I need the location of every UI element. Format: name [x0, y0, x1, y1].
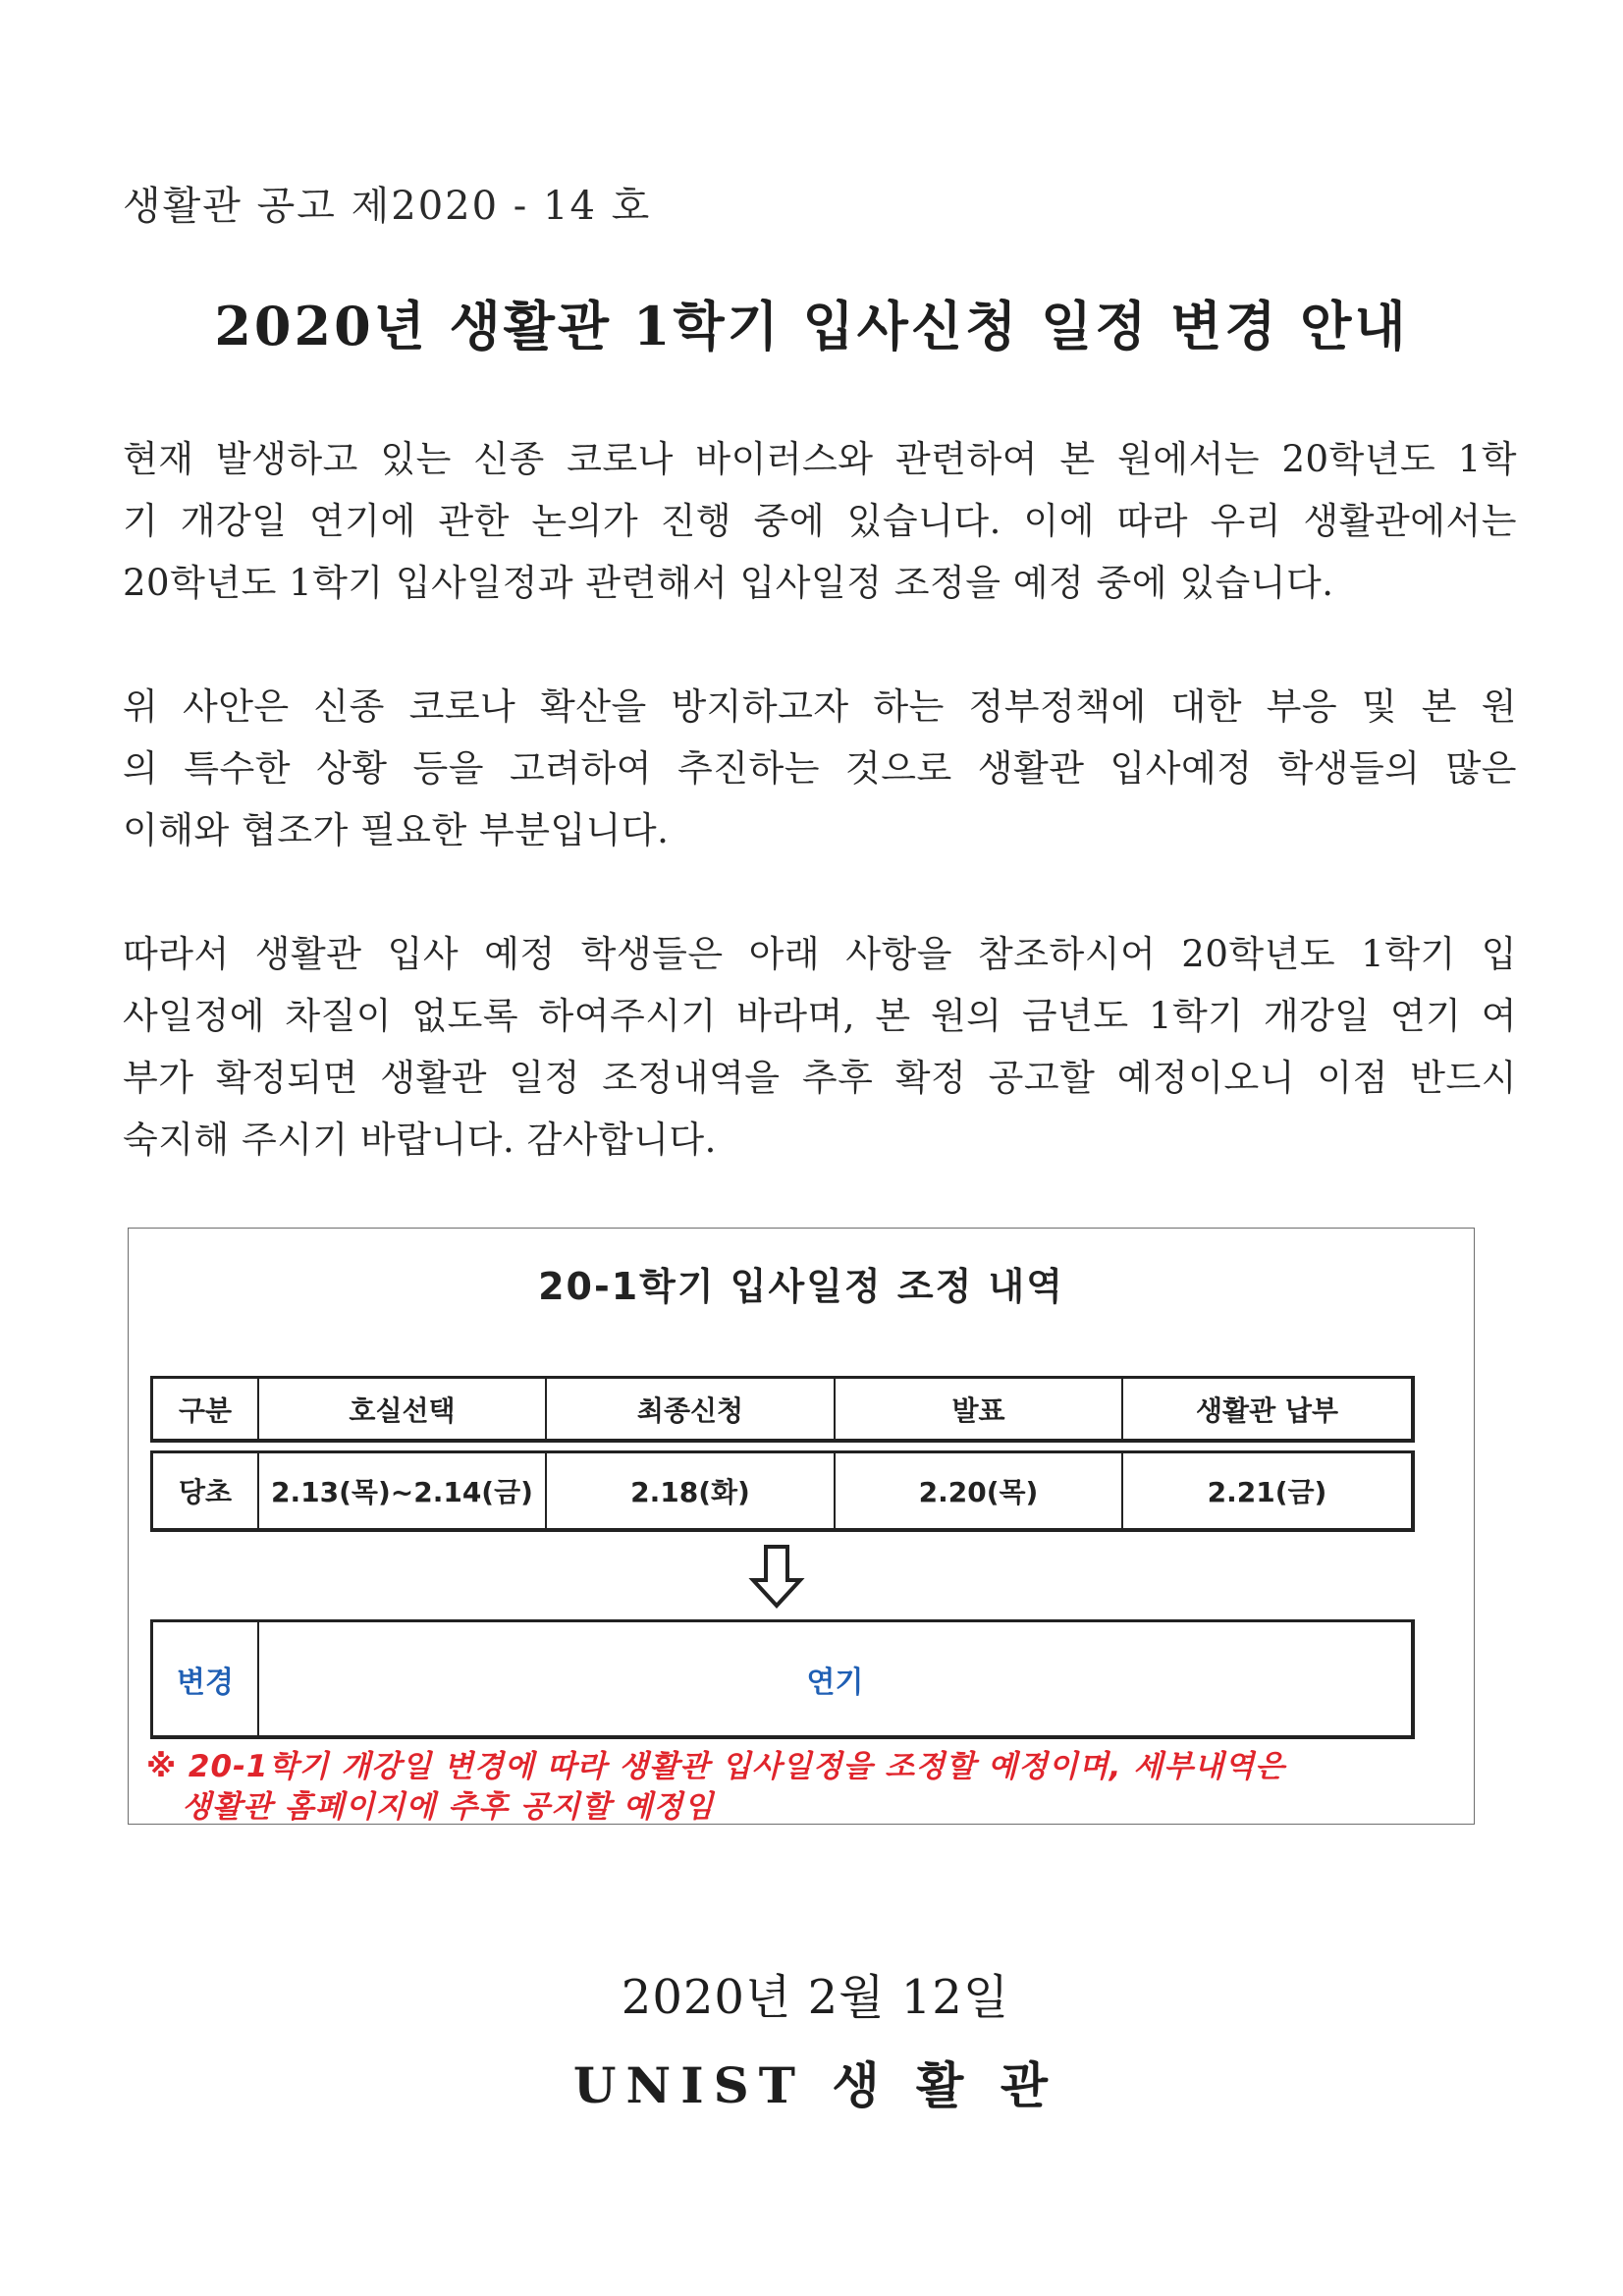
issue-date: 2020년 2월 12일 — [621, 1970, 1010, 2025]
original-label: 당초 — [153, 1453, 259, 1528]
header-cell-room-selection: 호실선택 — [259, 1379, 547, 1439]
original-room-selection-date: 2.13(목)~2.14(금) — [259, 1453, 547, 1528]
paragraph-line: 의 특수한 상황 등을 고려하여 추진하는 것으로 생활관 입사예정 학생들의 많은 — [123, 747, 1517, 790]
paragraph-line: 숙지해 주시기 바랍니다. 감사합니다. — [123, 1119, 717, 1161]
paragraph-line: 20학년도 1학기 입사일정과 관련해서 입사일정 조정을 예정 중에 있습니다. — [123, 562, 1334, 604]
paragraph-2 — [123, 676, 1517, 861]
original-announcement-date: 2.20(목) — [836, 1453, 1123, 1528]
header-cell-payment: 생활관 납부 — [1196, 1394, 1338, 1427]
paragraph-line: 따라서 생활관 입사 예정 학생들은 아래 사항을 참조하시어 20학년도 1학기 입 — [123, 933, 1517, 975]
paragraph-3 — [123, 923, 1517, 1171]
paragraph-line: 이해와 협조가 필요한 부분입니다. — [123, 809, 670, 851]
change-label: 변경 — [153, 1622, 259, 1735]
schedule-change-row — [150, 1619, 1415, 1739]
schedule-original-row — [150, 1450, 1415, 1532]
schedule-header-row — [150, 1376, 1415, 1443]
original-final-application-date: 2.18(화) — [547, 1453, 836, 1528]
footnote-line: ※ 20-1학기 개강일 변경에 따라 생활관 입사일정을 조정할 예정이며, 세부내역은 — [146, 1749, 1285, 1784]
change-value: 연기 — [806, 1665, 864, 1700]
footnote-line: 생활관 홈페이지에 추후 공지할 예정임 — [182, 1789, 715, 1825]
schedule-footnote — [146, 1747, 1452, 1828]
down-arrow-icon — [747, 1543, 806, 1610]
paragraph-line: 부가 확정되면 생활관 일정 조정내역을 추후 확정 공고할 예정이오니 이점 반드시 — [123, 1057, 1517, 1099]
header-cell-category: 구분 — [153, 1379, 259, 1439]
schedule-title: 20-1학기 입사일정 조정 내역 — [538, 1265, 1064, 1308]
original-payment-date: 2.21(금) — [1207, 1476, 1327, 1508]
schedule-adjustment-box — [128, 1228, 1475, 1825]
header-cell-announcement: 발표 — [836, 1379, 1123, 1439]
paragraph-line: 현재 발생하고 있는 신종 코로나 바이러스와 관련하여 본 원에서는 20학년도 1학 — [123, 438, 1517, 480]
issuer-name: UNIST 생 활 관 — [572, 2056, 1058, 2114]
paragraph-line: 위 사안은 신종 코로나 확산을 방지하고자 하는 정부정책에 대한 부응 및 본 원 — [123, 685, 1517, 728]
paragraph-1 — [123, 428, 1517, 614]
paragraph-line: 기 개강일 연기에 관한 논의가 진행 중에 있습니다. 이에 따라 우리 생활관에서는 — [123, 500, 1517, 542]
header-cell-final-application: 최종신청 — [547, 1379, 836, 1439]
paragraph-line: 사일정에 차질이 없도록 하여주시기 바라며, 본 원의 금년도 1학기 개강일 연기 여 — [123, 995, 1517, 1037]
notice-number: 생활관 공고 제2020 - 14 호 — [123, 184, 652, 229]
page-title: 2020년 생활관 1학기 입사신청 일정 변경 안내 — [214, 295, 1409, 357]
